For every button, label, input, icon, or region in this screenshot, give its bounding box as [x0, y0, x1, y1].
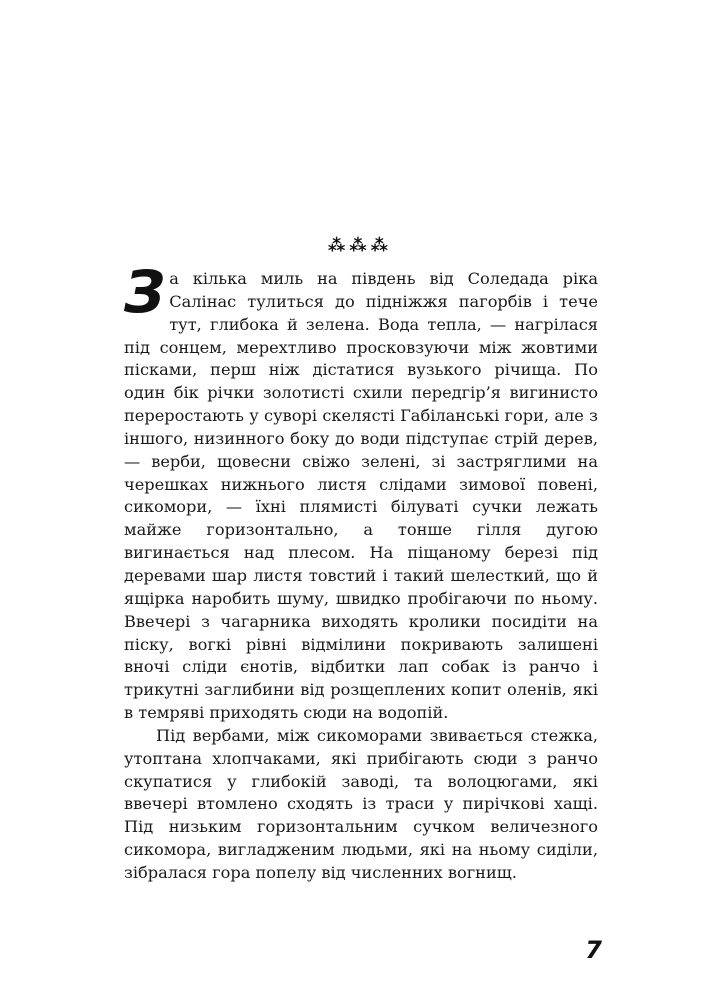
paragraph-1-text: а кілька миль на південь від Соледада ріка Салінас тулиться до підніжжя пагорбів і тече тут, глибока й зелена. Вода тепла, — нагрілася під сонцем, мерехтливо просковзуючи між жовтими пісками, перш ніж дістатися вузького річища. По один бік річки золотисті схили передгір’я вигинисто переростають у суворі скелясті Габіланські гори, але з іншого, низинного боку до води підступає стрій дерев, — верби, щовесни свіжо зелені, зі застряглими на черешках нижнього листя слідами зимової повені, сикомори, — їхні плямисті білуваті сучки лежать майже горизонтально, а тонше гілля дугою вигинається над плесом. На піщаному березі під деревами шар листя товстий і такий шелесткий, що й ящірка наробить шуму, швидко пробігаючи по ньому. Ввечері з чагарника виходять кролики посидіти на піску, вогкі рівні відмілини покривають залишені вночі сліди єнотів, відбитки лап собак із ранчо і трикутні заглибини від розщеплених копит оленів, які в темряві приходять сюди на водопій. — [124, 269, 598, 723]
asterism-glyphs: ⁂⁂⁂ — [327, 236, 393, 256]
paragraph-2 — [124, 725, 598, 885]
section-ornament — [0, 236, 720, 256]
paragraph-2-text: Під вербами, між сикоморами звивається стежка, утоптана хлопчаками, які прибігають сюди з ранчо скупатися у глибокій заводі, та волоцюгами, які ввечері втомлено сходять із траси у пирічкові хащі. Під низьким горизонтальним сучком величезного сикомора, вигладженим людьми, які на ньому сиділи, зібралася гора попелу від численних вогнищ. — [124, 725, 598, 882]
body-text — [124, 258, 598, 885]
paragraph-1 — [124, 258, 598, 725]
page-number: 7 — [585, 936, 602, 964]
drop-cap: З — [124, 258, 166, 326]
